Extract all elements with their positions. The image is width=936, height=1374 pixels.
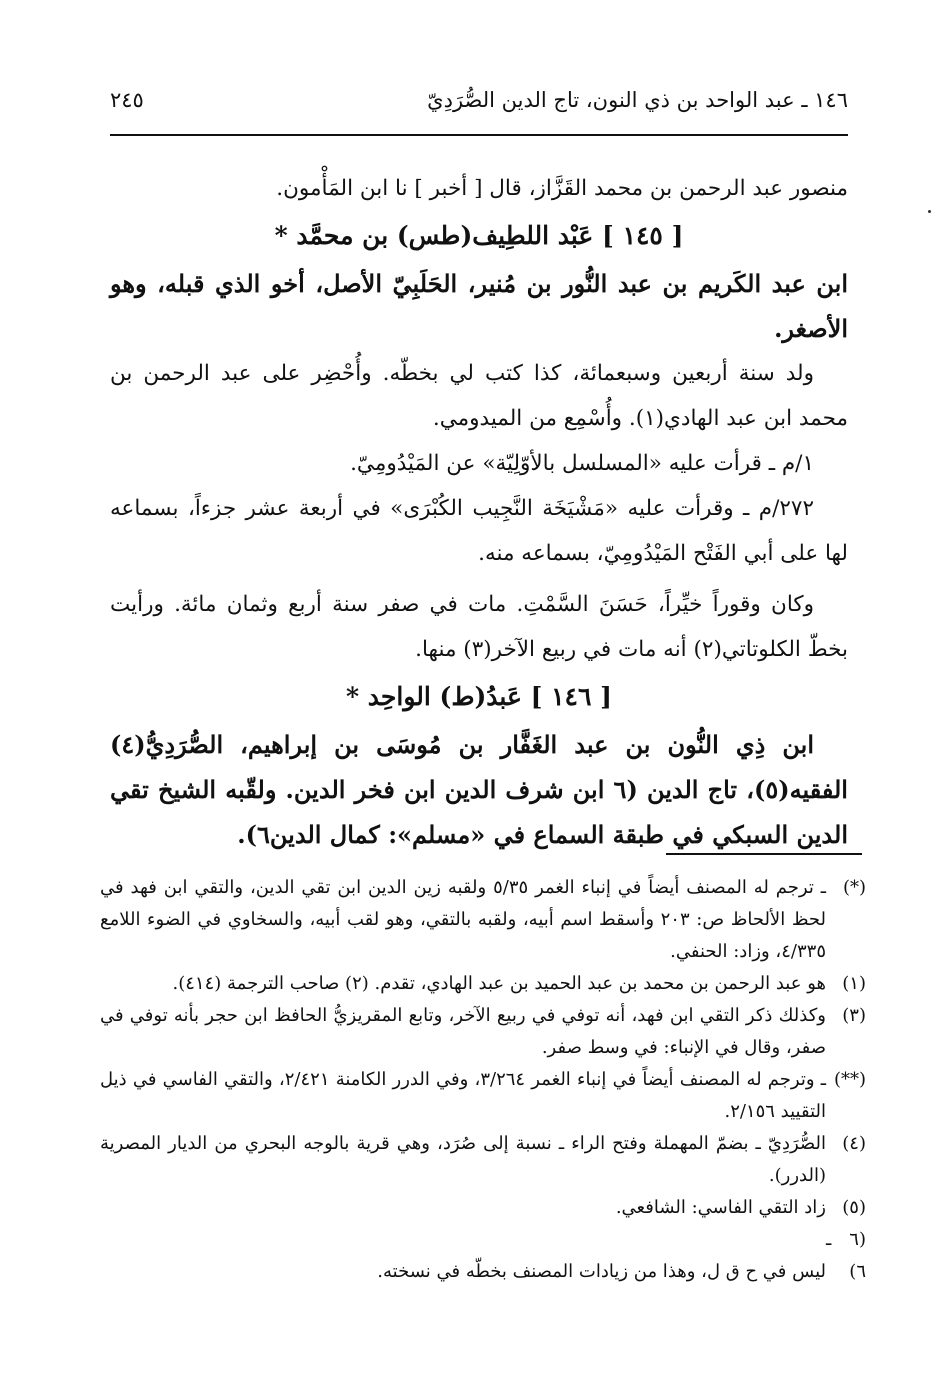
footnote-rule (666, 853, 862, 855)
running-title: ١٤٦ ـ عبد الواحد بن ذي النون، تاج الدين الصُّرَدِيّ (427, 88, 848, 112)
entry-145-reading-2: ٢٧٢/م ـ وقرأت عليه «مَشْيَخَة النَّجِيب الكُبْرَى» في أربعة عشر جزءاً، بسماعه لها على أبي الفَتْح المَيْدُومِيّ، بسماعه منه. (110, 496, 848, 566)
footnote (100, 1224, 866, 1288)
footnote-text: زاد التقي الفاسي: الشافعي. (615, 1197, 826, 1218)
footnote-text: ـ ترجم له المصنف أيضاً في إنباء الغمر ٥/٣٥ ولقبه زين الدين ابن تقي الدين، والتقي ابن فهد في لحظ الألحاظ ص: ٢٠٣ وأسقط اسم أبيه، ولقبه بالتقي، وهو لقب أبيه، والسخاوي في الضوء اللامع ٤/٣٣٥، وزاد: الحنفي. (100, 877, 827, 962)
entry-146-lineage: ابن ذِي النُّون بن عبد الغَفَّار بن مُوسَى بن إبراهيم، الصُّرَدِيُّ(٤) الفقيه(٥)، تاج الدين (٦ ابن شرف الدين ابن فخر الدين. ولقّبه الشيخ تقي الدين السبكي في طبقة السماع في «مسلم»: كمال الدين٦). (110, 730, 848, 849)
footnote (100, 1192, 866, 1224)
footnote (100, 968, 866, 1000)
footnote-mark: (٤) (842, 1133, 866, 1154)
footnote (100, 1064, 866, 1128)
footnote-mark: (**) (833, 1069, 867, 1090)
continuation-line: منصور عبد الرحمن بن محمد القَزَّاز، قال [ أخبر ] نا ابن المَأْمون. (276, 176, 848, 201)
footnote-text: هو عبد الرحمن بن محمد بن عبد الحميد بن عبد الهادي، تقدم. (٢) صاحب الترجمة (٤١٤). (172, 973, 826, 994)
main-text (110, 166, 848, 857)
footnote (100, 1128, 866, 1192)
entry-146-heading: [ ١٤٦ ] عَبدُ(ط) الواحِد * (346, 682, 612, 711)
entry-145-heading: [ ١٤٥ ] عَبْد اللطِيف(طس) بن محمَّد * (274, 221, 684, 250)
footnote-mark: (*) (842, 877, 866, 898)
footnote (100, 872, 866, 968)
entry-145-birth: ولد سنة أربعين وسبعمائة، كذا كتب لي بخطّه. وأُحْضِر على عبد الرحمن بن محمد ابن عبد الهادي(١). وأُسْمِع من الميدومي. (110, 361, 848, 431)
footnote-mark: (٣) (842, 1005, 866, 1026)
footnote-mark: (٦ ـ ٦) (826, 1229, 866, 1282)
footnotes (100, 872, 866, 1288)
footnote-mark: (٥) (842, 1197, 866, 1218)
entry-145-lineage: ابن عبد الكَريم بن عبد النُّور بن مُنير، الحَلَبِيّ الأصل، أخو الذي قبله، وهو الأصغر. (110, 269, 848, 343)
entry-145-death: وكان وقوراً خيِّراً، حَسَنَ السَّمْتِ. مات في صفر سنة أربع وثمان مائة. ورأيت بخطّ الكلوتاتي(٢) أنه مات في ربيع الآخر(٣) منها. (110, 592, 848, 662)
footnote-text: وكذلك ذكر التقي ابن فهد، أنه توفي في ربيع الآخر، وتابع المقريزيُّ الحافظ ابن حجر بأنه توفي في صفر، وقال في الإنباء: في وسط صفر. (100, 1005, 826, 1058)
footnote (100, 1000, 866, 1064)
entry-145-reading-1: ١/م ـ قرأت عليه «المسلسل بالأوّلِيّة» عن المَيْدُومِيّ. (350, 451, 814, 476)
footnote-mark: (١) (842, 973, 866, 994)
page-number: ٢٤٥ (110, 88, 144, 112)
footnote-text: ـ وترجم له المصنف أيضاً في إنباء الغمر ٣/٢٦٤، وفي الدرر الكامنة ٢/٤٢١، والتقي الفاسي في ذيل التقييد ٢/١٥٦. (100, 1069, 827, 1122)
running-header (110, 84, 848, 124)
header-rule (110, 134, 848, 136)
footnote-text: ليس في ح ق ل، وهذا من زيادات المصنف بخطّه في نسخته. (377, 1261, 826, 1282)
footnote-text: الصُّرَدِيّ ـ بضمّ المهملة وفتح الراء ـ نسبة إلى صُرَد، وهي قرية بالوجه البحري من الديار المصرية (الدرر). (100, 1133, 826, 1186)
margin-dot (928, 210, 931, 213)
